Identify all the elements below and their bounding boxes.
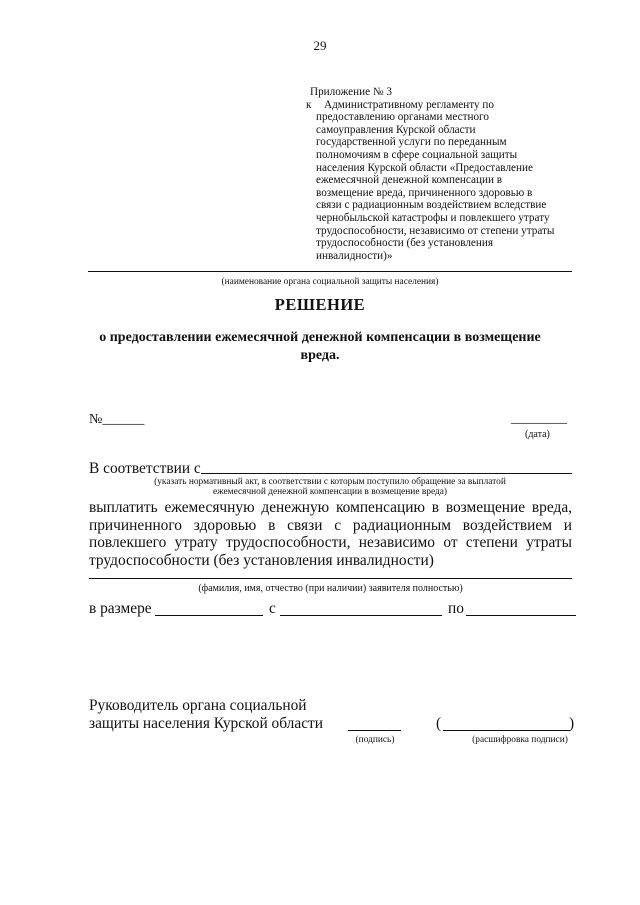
normative-act-caption-line2: ежемесячной денежной компенсации в возмещение вреда) bbox=[212, 487, 448, 497]
signature-field[interactable] bbox=[348, 730, 401, 731]
document-subtitle-line2: вреда. bbox=[300, 348, 340, 363]
appendix-line: возмещение вреда, причиненного здоровью в bbox=[316, 186, 533, 199]
from-date-field[interactable] bbox=[280, 615, 442, 616]
body-line: причиненного здоровью в связи с радиационным воздействием и bbox=[89, 517, 572, 534]
decision-number-field[interactable]: №______ bbox=[89, 412, 145, 427]
appendix-line: полномочиям в сфере социальной защиты bbox=[316, 148, 518, 161]
to-date-field[interactable] bbox=[466, 615, 576, 616]
appendix-line: самоуправления Курской области bbox=[316, 123, 476, 136]
appendix-k: к bbox=[306, 98, 312, 111]
signatory-line1: Руководитель органа социальной bbox=[89, 697, 307, 714]
appendix-line: трудоспособности, независимо от степени утраты bbox=[316, 224, 555, 237]
appendix-line: населения Курской области «Предоставление bbox=[316, 161, 533, 174]
to-label: по bbox=[448, 600, 464, 617]
signatory-line2: защиты населения Курской области bbox=[89, 715, 323, 732]
appendix-line: предоставлению органами местного bbox=[316, 111, 489, 124]
appendix-line: трудоспособности (без установления bbox=[316, 237, 494, 250]
appendix-line: Административному регламенту по bbox=[324, 98, 494, 111]
appendix-line: чернобыльской катастрофы и повлекшего утрату bbox=[316, 211, 550, 224]
document-subtitle-line1: о предоставлении ежемесячной денежной компенсации в возмещение bbox=[99, 330, 541, 345]
document-title: РЕШЕНИЕ bbox=[274, 295, 366, 314]
appendix-line: ежемесячной денежной компенсации в bbox=[316, 174, 503, 187]
date-field[interactable]: ________ bbox=[511, 411, 567, 426]
date-caption: (дата) bbox=[525, 429, 550, 440]
signature-decoding-field[interactable] bbox=[443, 730, 570, 731]
normative-act-caption-line1: (указать нормативный акт, в соответствии с которым поступило обращение за выплатой bbox=[154, 477, 506, 487]
open-paren: ( bbox=[436, 715, 442, 732]
signature-caption: (подпись) bbox=[355, 735, 395, 745]
accordance-label: В соответствии с bbox=[89, 460, 201, 477]
normative-act-field[interactable] bbox=[201, 473, 572, 474]
applicant-name-caption: (фамилия, имя, отчество (при наличии) заявителя полностью) bbox=[198, 583, 463, 594]
org-name-caption: (наименование органа социальной защиты населения) bbox=[221, 277, 439, 287]
from-label: с bbox=[269, 600, 276, 617]
appendix-header bbox=[306, 86, 588, 262]
appendix-line: государственной услуги по переданным bbox=[316, 136, 507, 149]
amount-label: в размере bbox=[89, 600, 152, 617]
page-number: 29 bbox=[313, 38, 327, 53]
applicant-name-field[interactable] bbox=[89, 578, 572, 579]
appendix-line: инвалидности)» bbox=[316, 249, 393, 262]
appendix-text bbox=[316, 99, 588, 263]
signature-decoding-caption: (расшифровка подписи) bbox=[472, 735, 568, 745]
body-line: выплатить ежемесячную денежную компенсацию в возмещение вреда, bbox=[89, 499, 572, 516]
appendix-title: Приложение № 3 bbox=[310, 86, 392, 98]
org-name-line[interactable] bbox=[88, 271, 572, 272]
appendix-line: связи с радиационным воздействием вследствие bbox=[316, 199, 547, 212]
appendix-body bbox=[306, 99, 588, 263]
body-line: трудоспособности (без установления инвалидности) bbox=[89, 552, 434, 569]
body-line: повлекшего утрату трудоспособности, независимо от степени утраты bbox=[89, 534, 572, 551]
amount-field[interactable] bbox=[155, 615, 263, 616]
close-paren: ) bbox=[569, 715, 575, 732]
